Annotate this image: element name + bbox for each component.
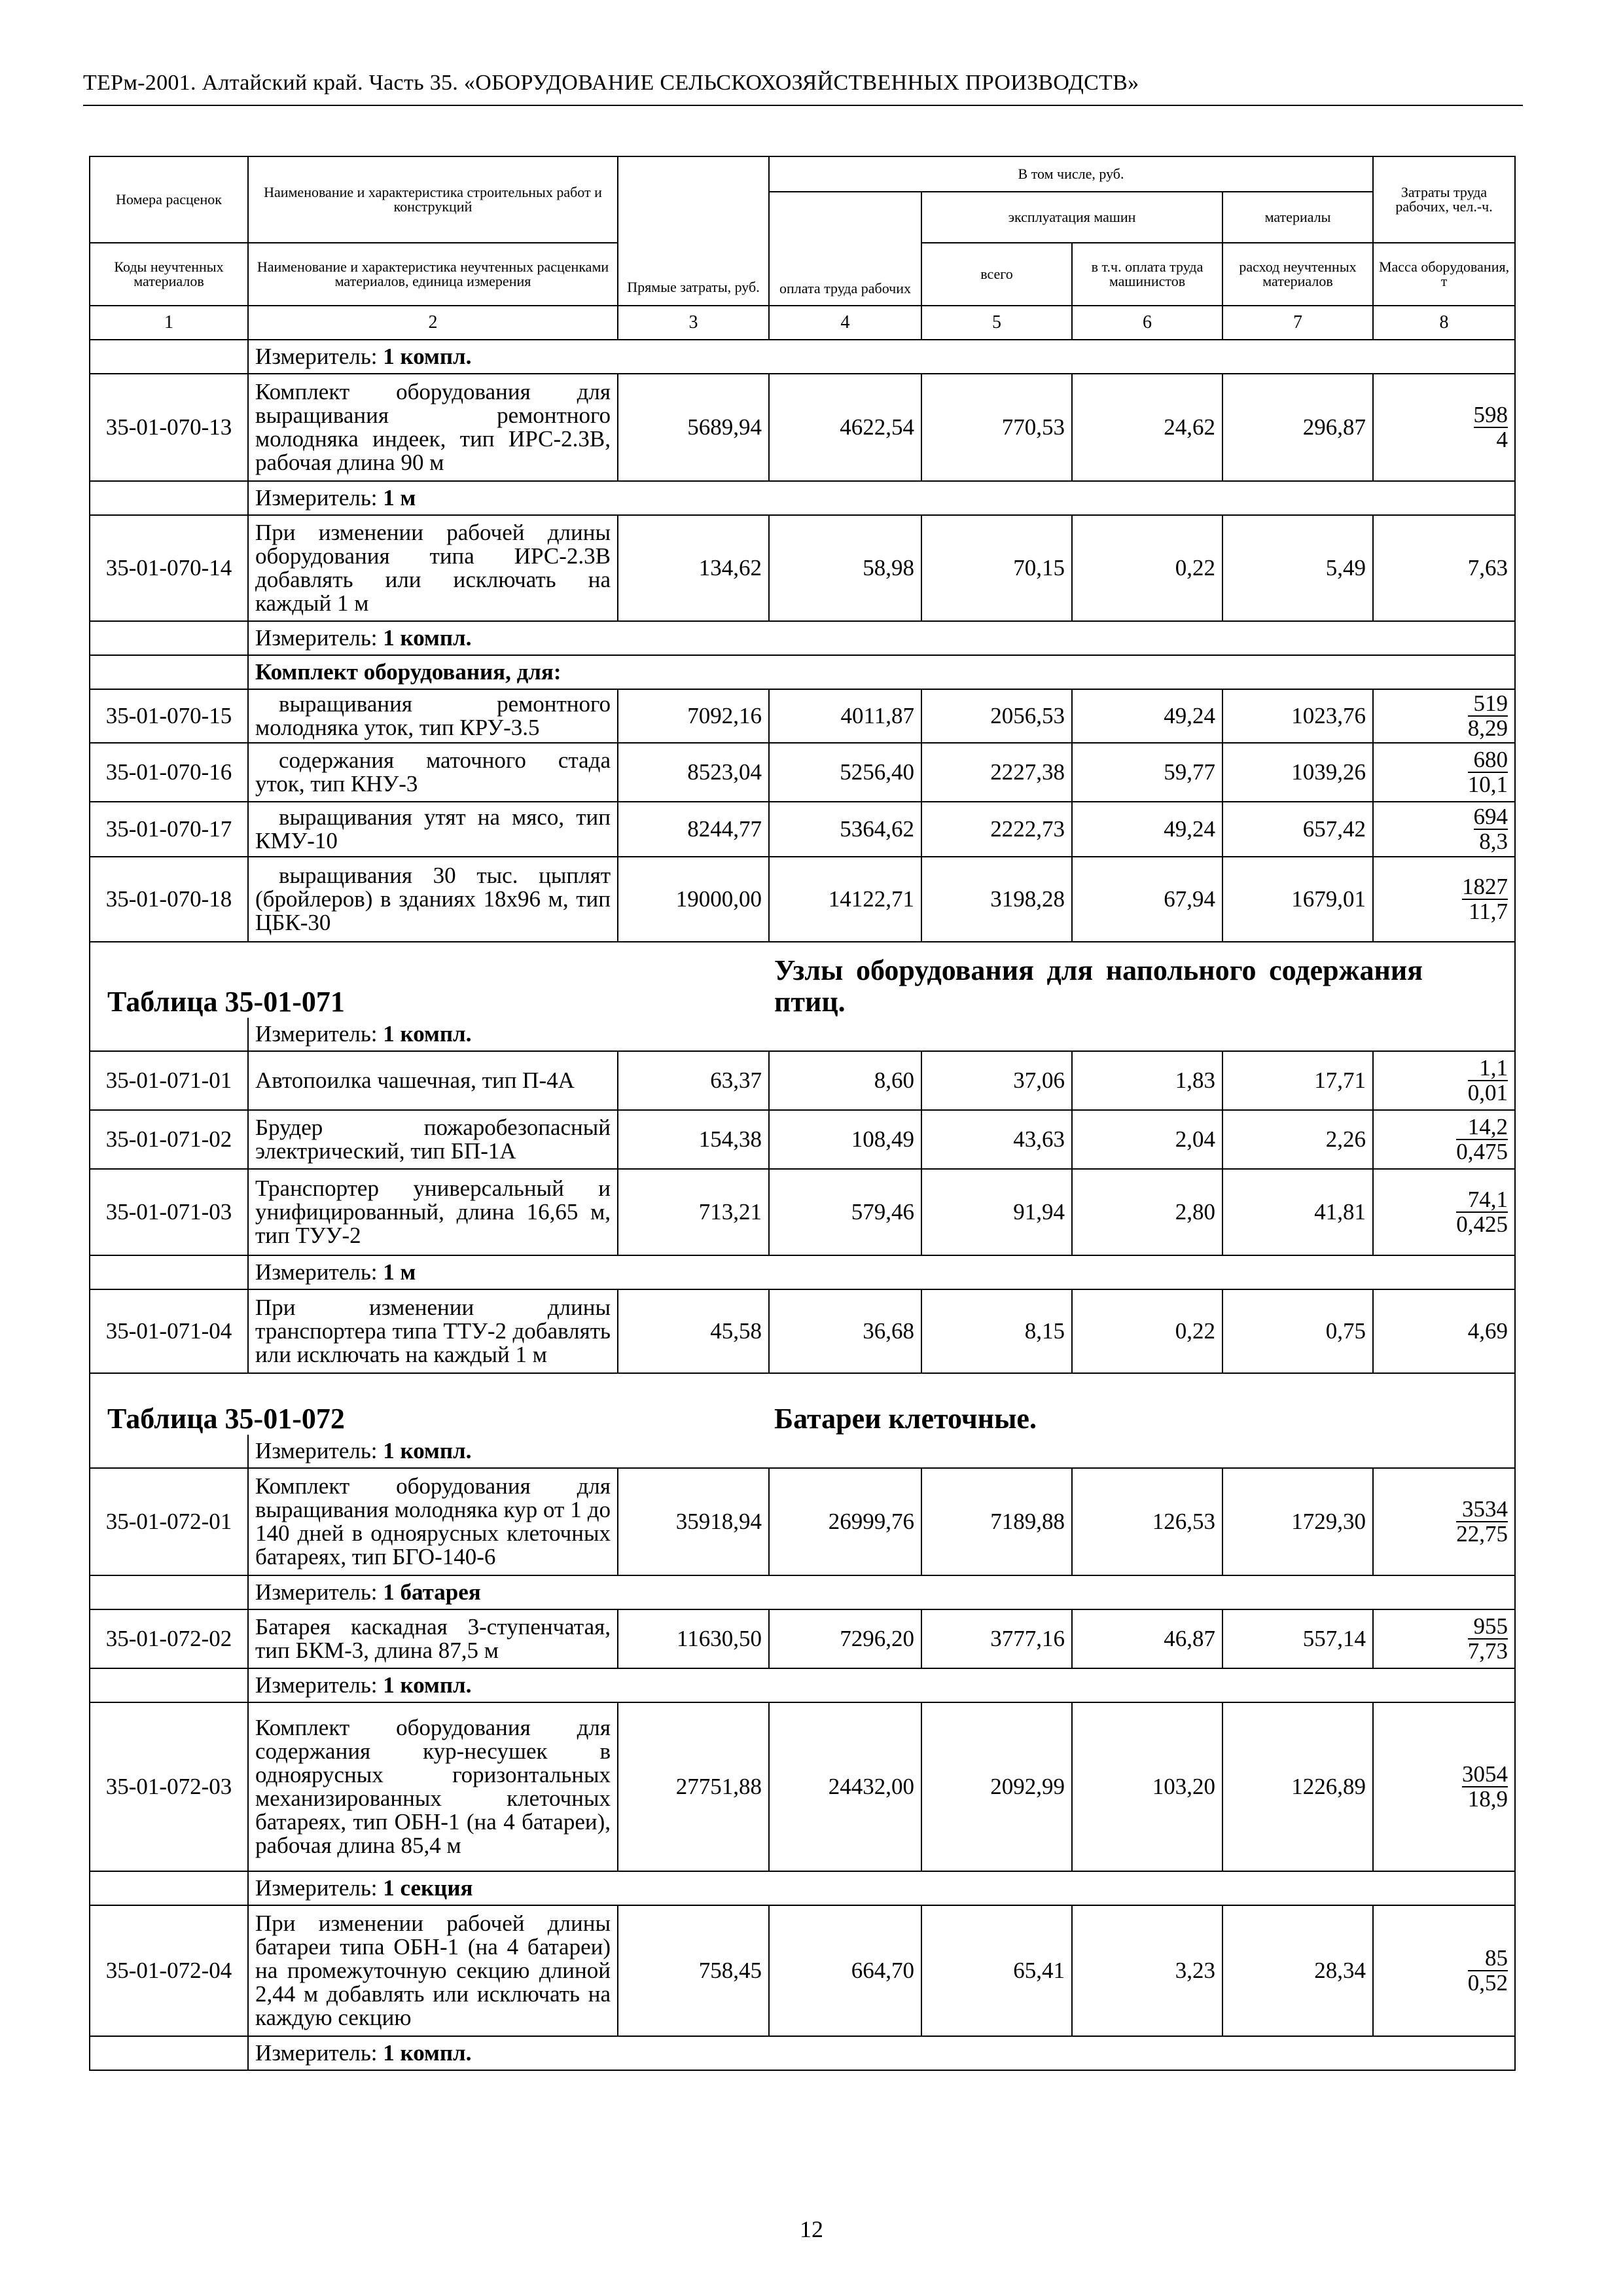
materials-cost: 17,71 bbox=[1222, 1051, 1373, 1110]
labor-mass-cell bbox=[1373, 1468, 1515, 1575]
column-number: 3 bbox=[618, 306, 769, 340]
header-direct-costs: Прямые затраты, руб. bbox=[618, 156, 769, 306]
table-row bbox=[90, 1702, 1515, 1871]
rate-code: 35-01-072-04 bbox=[90, 1905, 248, 2036]
column-number: 8 bbox=[1373, 306, 1515, 340]
measure-unit: 1 компл. bbox=[383, 1021, 472, 1047]
machine-ops-total: 3198,28 bbox=[921, 857, 1072, 942]
measure-unit: 1 компл. bbox=[383, 344, 472, 369]
direct-costs: 8244,77 bbox=[618, 802, 769, 857]
header-incl: В том числе, руб. bbox=[769, 156, 1373, 192]
measure-code-cell bbox=[90, 2036, 248, 2070]
table-row bbox=[90, 802, 1515, 857]
labor-mass-cell bbox=[1373, 1051, 1515, 1110]
rate-name: Брудер пожаробезопасный электрический, тип БП-1А bbox=[248, 1110, 618, 1169]
direct-costs: 11630,50 bbox=[618, 1609, 769, 1668]
header-unaccounted: расход неучтенных материалов bbox=[1222, 243, 1373, 306]
labor-mass-fraction bbox=[1468, 692, 1508, 740]
measure-prefix: Измеритель: bbox=[255, 1579, 378, 1605]
equipment-mass: 4 bbox=[1496, 427, 1508, 452]
machine-ops-total: 3777,16 bbox=[921, 1609, 1072, 1668]
column-number: 4 bbox=[769, 306, 921, 340]
table-title: Таблица 35-01-071 bbox=[107, 986, 345, 1018]
labor-mass-fraction bbox=[1468, 1615, 1508, 1663]
direct-costs: 27751,88 bbox=[618, 1702, 769, 1871]
materials-cost: 28,34 bbox=[1222, 1905, 1373, 2036]
machine-ops-total: 2227,38 bbox=[921, 743, 1072, 802]
measure-row bbox=[90, 1575, 1515, 1609]
operators-pay: 0,22 bbox=[1072, 1289, 1222, 1373]
table-caption: Узлы оборудования для напольного содержания птиц. bbox=[774, 954, 1423, 1018]
measure-unit: 1 компл. bbox=[383, 1672, 472, 1698]
direct-costs: 8523,04 bbox=[618, 743, 769, 802]
measure-row bbox=[90, 481, 1515, 515]
labor-hours: 598 bbox=[1473, 402, 1508, 427]
table-title-cell bbox=[90, 1373, 769, 1435]
table-row bbox=[90, 1609, 1515, 1668]
labor-pay: 26999,76 bbox=[769, 1468, 921, 1575]
labor-mass-cell bbox=[1373, 743, 1515, 802]
labor-mass-fraction bbox=[1456, 1115, 1508, 1164]
table-caption-cell bbox=[769, 1373, 1515, 1435]
machine-ops-total: 2092,99 bbox=[921, 1702, 1072, 1871]
labor-hours: 4,69 bbox=[1373, 1289, 1515, 1373]
machine-ops-total: 43,63 bbox=[921, 1110, 1072, 1169]
rate-code: 35-01-070-15 bbox=[90, 689, 248, 743]
rate-code: 35-01-070-17 bbox=[90, 802, 248, 857]
measure-prefix: Измеритель: bbox=[255, 344, 378, 369]
equipment-mass: 0,425 bbox=[1456, 1211, 1508, 1237]
table-title-row bbox=[90, 1373, 1515, 1435]
measure-prefix: Измеритель: bbox=[255, 1021, 378, 1047]
measure-prefix: Измеритель: bbox=[255, 625, 378, 651]
measure-prefix: Измеритель: bbox=[255, 2040, 378, 2066]
measure-unit: 1 компл. bbox=[383, 625, 472, 651]
table-row bbox=[90, 1051, 1515, 1110]
labor-hours: 1,1 bbox=[1468, 1056, 1508, 1081]
rate-name: При изменении длины транспортера типа ТТУ-2 добавлять или исключать на каждый 1 м bbox=[248, 1289, 618, 1373]
materials-cost: 557,14 bbox=[1222, 1609, 1373, 1668]
measure-row bbox=[90, 1668, 1515, 1702]
table-row bbox=[90, 1169, 1515, 1255]
labor-mass-fraction bbox=[1456, 1188, 1508, 1236]
labor-mass-fraction bbox=[1462, 1763, 1508, 1811]
rate-code: 35-01-072-02 bbox=[90, 1609, 248, 1668]
labor-pay: 8,60 bbox=[769, 1051, 921, 1110]
labor-mass-fraction bbox=[1456, 1498, 1508, 1546]
measure-unit: 1 м bbox=[383, 485, 416, 511]
operators-pay: 0,22 bbox=[1072, 515, 1222, 621]
equipment-mass: 10,1 bbox=[1467, 772, 1508, 797]
labor-pay: 7296,20 bbox=[769, 1609, 921, 1668]
header-col1-top: Номера расценок bbox=[90, 156, 248, 243]
equipment-mass: 0,52 bbox=[1467, 1970, 1508, 1996]
equipment-mass: 0,01 bbox=[1467, 1080, 1508, 1105]
operators-pay: 24,62 bbox=[1072, 374, 1222, 481]
labor-mass-cell bbox=[1373, 857, 1515, 942]
table-row bbox=[90, 1110, 1515, 1169]
column-number: 5 bbox=[921, 306, 1072, 340]
labor-hours: 694 bbox=[1473, 804, 1508, 829]
rate-code: 35-01-070-16 bbox=[90, 743, 248, 802]
rate-code: 35-01-070-18 bbox=[90, 857, 248, 942]
rate-name: содержания маточного стада уток, тип КНУ-3 bbox=[248, 743, 618, 802]
measure-code-cell bbox=[90, 1575, 248, 1609]
column-number: 1 bbox=[90, 306, 248, 340]
materials-cost: 1023,76 bbox=[1222, 689, 1373, 743]
page-number: 12 bbox=[800, 2216, 823, 2242]
operators-pay: 2,04 bbox=[1072, 1110, 1222, 1169]
labor-pay: 664,70 bbox=[769, 1905, 921, 2036]
rate-code: 35-01-071-03 bbox=[90, 1169, 248, 1255]
labor-mass-fraction bbox=[1468, 1056, 1508, 1105]
machine-ops-total: 770,53 bbox=[921, 374, 1072, 481]
rate-name: Комплект оборудования для выращивания ремонтного молодняка индеек, тип ИРС-2.3В, рабочая длина 90 м bbox=[248, 374, 618, 481]
direct-costs: 45,58 bbox=[618, 1289, 769, 1373]
measure-label bbox=[248, 481, 1515, 515]
operators-pay: 67,94 bbox=[1072, 857, 1222, 942]
measure-label bbox=[248, 1871, 1515, 1905]
direct-costs: 19000,00 bbox=[618, 857, 769, 942]
materials-cost: 1226,89 bbox=[1222, 1702, 1373, 1871]
rate-code: 35-01-072-01 bbox=[90, 1468, 248, 1575]
rate-code: 35-01-072-03 bbox=[90, 1702, 248, 1871]
table-row bbox=[90, 374, 1515, 481]
direct-costs: 7092,16 bbox=[618, 689, 769, 743]
table-title-cell bbox=[90, 942, 769, 1018]
measure-label bbox=[248, 621, 1515, 655]
measure-label bbox=[248, 1668, 1515, 1702]
header-incl-operators: в т.ч. оплата труда машинистов bbox=[1072, 243, 1222, 306]
machine-ops-total: 37,06 bbox=[921, 1051, 1072, 1110]
rate-name: Транспортер универсальный и унифицированный, длина 16,65 м, тип ТУУ-2 bbox=[248, 1169, 618, 1255]
measure-unit: 1 батарея bbox=[383, 1579, 481, 1605]
labor-mass-cell bbox=[1373, 1169, 1515, 1255]
rate-code: 35-01-071-01 bbox=[90, 1051, 248, 1110]
labor-pay: 5256,40 bbox=[769, 743, 921, 802]
equipment-mass: 22,75 bbox=[1456, 1521, 1508, 1547]
table-title-row bbox=[90, 942, 1515, 1018]
measure-row bbox=[90, 2036, 1515, 2070]
operators-pay: 3,23 bbox=[1072, 1905, 1222, 2036]
machine-ops-total: 2222,73 bbox=[921, 802, 1072, 857]
header-rule bbox=[83, 105, 1523, 106]
direct-costs: 134,62 bbox=[618, 515, 769, 621]
column-number: 2 bbox=[248, 306, 618, 340]
table-row bbox=[90, 743, 1515, 802]
labor-hours: 955 bbox=[1468, 1615, 1508, 1640]
header-machine-ops: эксплуатация машин bbox=[921, 192, 1222, 243]
labor-mass-cell bbox=[1373, 802, 1515, 857]
labor-pay: 5364,62 bbox=[769, 802, 921, 857]
direct-costs: 5689,94 bbox=[618, 374, 769, 481]
measure-row bbox=[90, 621, 1515, 655]
measure-label bbox=[248, 1255, 1515, 1289]
measure-row bbox=[90, 1435, 1515, 1468]
measure-unit: 1 компл. bbox=[383, 1438, 472, 1463]
table-caption: Батареи клеточные. bbox=[774, 1403, 1037, 1435]
machine-ops-total: 2056,53 bbox=[921, 689, 1072, 743]
measure-row bbox=[90, 1255, 1515, 1289]
measure-code-cell bbox=[90, 1018, 248, 1051]
measure-prefix: Измеритель: bbox=[255, 1672, 378, 1698]
header-total: всего bbox=[921, 243, 1072, 306]
direct-costs: 713,21 bbox=[618, 1169, 769, 1255]
materials-cost: 41,81 bbox=[1222, 1169, 1373, 1255]
measure-unit: 1 компл. bbox=[383, 2040, 472, 2066]
rate-name: При изменении рабочей длины оборудования типа ИРС-2.3В добавлять или исключать на каждый 1 м bbox=[248, 515, 618, 621]
rate-name: выращивания ремонтного молодняка уток, тип КРУ-3.5 bbox=[248, 689, 618, 743]
measure-code-cell bbox=[90, 1255, 248, 1289]
labor-mass-cell bbox=[1373, 1609, 1515, 1668]
section-heading-row bbox=[90, 655, 1515, 689]
labor-hours: 519 bbox=[1468, 692, 1508, 717]
equipment-mass: 11,7 bbox=[1469, 899, 1508, 924]
equipment-mass: 8,3 bbox=[1479, 829, 1508, 854]
machine-ops-total: 91,94 bbox=[921, 1169, 1072, 1255]
operators-pay: 1,83 bbox=[1072, 1051, 1222, 1110]
header-equipment-mass: Масса оборудования, т bbox=[1373, 243, 1515, 306]
header-labor-pay: оплата труда рабочих bbox=[769, 192, 921, 306]
machine-ops-total: 8,15 bbox=[921, 1289, 1072, 1373]
rate-name: Комплект оборудования для содержания кур-несушек в одноярусных горизонтальных механизированных клеточных батареях, тип ОБН-1 (на 4 батареи), рабочая длина 85,4 м bbox=[248, 1702, 618, 1871]
measure-prefix: Измеритель: bbox=[255, 485, 378, 511]
materials-cost: 0,75 bbox=[1222, 1289, 1373, 1373]
operators-pay: 2,80 bbox=[1072, 1169, 1222, 1255]
materials-cost: 657,42 bbox=[1222, 802, 1373, 857]
machine-ops-total: 65,41 bbox=[921, 1905, 1072, 2036]
rate-name: Батарея каскадная 3-ступенчатая, тип БКМ-3, длина 87,5 м bbox=[248, 1609, 618, 1668]
materials-cost: 2,26 bbox=[1222, 1110, 1373, 1169]
labor-pay: 36,68 bbox=[769, 1289, 921, 1373]
measure-prefix: Измеритель: bbox=[255, 1259, 378, 1285]
measure-label bbox=[248, 1575, 1515, 1609]
measure-label bbox=[248, 1435, 1515, 1468]
measure-prefix: Измеритель: bbox=[255, 1875, 378, 1901]
header-col2-top: Наименование и характеристика строительных работ и конструкций bbox=[248, 156, 618, 243]
labor-hours: 3534 bbox=[1456, 1498, 1508, 1522]
labor-mass-cell bbox=[1373, 1702, 1515, 1871]
materials-cost: 1729,30 bbox=[1222, 1468, 1373, 1575]
operators-pay: 103,20 bbox=[1072, 1702, 1222, 1871]
measure-code-cell bbox=[90, 1668, 248, 1702]
measure-row bbox=[90, 1871, 1515, 1905]
table-row bbox=[90, 515, 1515, 621]
section-label: Комплект оборудования, для: bbox=[248, 655, 1515, 689]
direct-costs: 758,45 bbox=[618, 1905, 769, 2036]
labor-hours: 74,1 bbox=[1456, 1188, 1508, 1213]
rate-name: выращивания утят на мясо, тип КМУ-10 bbox=[248, 802, 618, 857]
direct-costs: 63,37 bbox=[618, 1051, 769, 1110]
measure-prefix: Измеритель: bbox=[255, 1438, 378, 1463]
table-title: Таблица 35-01-072 bbox=[107, 1403, 345, 1435]
labor-hours: 680 bbox=[1468, 748, 1508, 773]
labor-pay: 579,46 bbox=[769, 1169, 921, 1255]
equipment-mass: 18,9 bbox=[1467, 1786, 1508, 1812]
operators-pay: 46,87 bbox=[1072, 1609, 1222, 1668]
table-row bbox=[90, 1289, 1515, 1373]
column-numbers-row bbox=[90, 306, 1515, 340]
materials-cost: 5,49 bbox=[1222, 515, 1373, 621]
measure-label bbox=[248, 2036, 1515, 2070]
labor-mass-fraction bbox=[1474, 403, 1508, 452]
operators-pay: 49,24 bbox=[1072, 689, 1222, 743]
direct-costs: 35918,94 bbox=[618, 1468, 769, 1575]
materials-cost: 1679,01 bbox=[1222, 857, 1373, 942]
labor-pay: 14122,71 bbox=[769, 857, 921, 942]
labor-hours: 1827 bbox=[1462, 874, 1508, 899]
table-row bbox=[90, 1468, 1515, 1575]
labor-mass-fraction bbox=[1468, 748, 1508, 797]
direct-costs: 154,38 bbox=[618, 1110, 769, 1169]
labor-pay: 58,98 bbox=[769, 515, 921, 621]
labor-mass-cell bbox=[1373, 689, 1515, 743]
labor-hours: 3054 bbox=[1462, 1761, 1508, 1787]
measure-code-cell bbox=[90, 621, 248, 655]
equipment-mass: 7,73 bbox=[1467, 1638, 1508, 1664]
header-col1-bottom: Коды неучтенных материалов bbox=[90, 243, 248, 306]
labor-hours: 14,2 bbox=[1456, 1115, 1508, 1140]
header-col2-bottom: Наименование и характеристика неучтенных расценками материалов, единица измерения bbox=[248, 243, 618, 306]
labor-mass-cell bbox=[1373, 1905, 1515, 2036]
operators-pay: 59,77 bbox=[1072, 743, 1222, 802]
labor-mass-fraction bbox=[1474, 805, 1508, 853]
materials-cost: 296,87 bbox=[1222, 374, 1373, 481]
table-row bbox=[90, 689, 1515, 743]
labor-mass-fraction bbox=[1468, 1946, 1508, 1995]
measure-label bbox=[248, 340, 1515, 374]
operators-pay: 126,53 bbox=[1072, 1468, 1222, 1575]
measure-code-cell bbox=[90, 340, 248, 374]
measure-row bbox=[90, 1018, 1515, 1051]
rates-table bbox=[89, 156, 1516, 2071]
labor-pay: 4622,54 bbox=[769, 374, 921, 481]
measure-row bbox=[90, 340, 1515, 374]
rate-code: 35-01-071-04 bbox=[90, 1289, 248, 1373]
equipment-mass: 0,475 bbox=[1456, 1139, 1508, 1164]
table-row bbox=[90, 1905, 1515, 2036]
materials-cost: 1039,26 bbox=[1222, 743, 1373, 802]
header-labor-cost: Затраты труда рабочих, чел.-ч. bbox=[1373, 156, 1515, 243]
measure-unit: 1 секция bbox=[383, 1875, 473, 1901]
labor-mass-cell bbox=[1373, 1110, 1515, 1169]
machine-ops-total: 70,15 bbox=[921, 515, 1072, 621]
rate-name: Автопоилка чашечная, тип П-4А bbox=[248, 1051, 618, 1110]
running-head: ТЕРм-2001. Алтайский край. Часть 35. «ОБОРУДОВАНИЕ СЕЛЬСКОХОЗЯЙСТВЕННЫХ ПРОИЗВОДСТВ» bbox=[83, 71, 1139, 95]
operators-pay: 49,24 bbox=[1072, 802, 1222, 857]
labor-hours: 7,63 bbox=[1373, 515, 1515, 621]
rate-name: выращивания 30 тыс. цыплят (бройлеров) в зданиях 18х96 м, тип ЦБК-30 bbox=[248, 857, 618, 942]
labor-pay: 108,49 bbox=[769, 1110, 921, 1169]
labor-pay: 24432,00 bbox=[769, 1702, 921, 1871]
empty-code-cell bbox=[90, 655, 248, 689]
rate-name: При изменении рабочей длины батареи типа ОБН-1 (на 4 батареи) на промежуточную секцию длиной 2,44 м добавлять или исключать на каждую секцию bbox=[248, 1905, 618, 2036]
measure-code-cell bbox=[90, 1435, 248, 1468]
rate-name: Комплект оборудования для выращивания молодняка кур от 1 до 140 дней в одноярусных клеточных батареях, тип БГО-140-6 bbox=[248, 1468, 618, 1575]
labor-mass-fraction bbox=[1462, 875, 1508, 924]
measure-unit: 1 м bbox=[383, 1259, 416, 1285]
table-row bbox=[90, 857, 1515, 942]
table-caption-cell bbox=[769, 942, 1515, 1018]
labor-hours: 85 bbox=[1468, 1946, 1508, 1971]
equipment-mass: 8,29 bbox=[1467, 715, 1508, 741]
rate-code: 35-01-070-14 bbox=[90, 515, 248, 621]
measure-code-cell bbox=[90, 481, 248, 515]
labor-pay: 4011,87 bbox=[769, 689, 921, 743]
machine-ops-total: 7189,88 bbox=[921, 1468, 1072, 1575]
measure-code-cell bbox=[90, 1871, 248, 1905]
column-number: 6 bbox=[1072, 306, 1222, 340]
rate-code: 35-01-070-13 bbox=[90, 374, 248, 481]
labor-mass-cell bbox=[1373, 374, 1515, 481]
header-materials: материалы bbox=[1222, 192, 1373, 243]
rate-code: 35-01-071-02 bbox=[90, 1110, 248, 1169]
measure-label bbox=[248, 1018, 1515, 1051]
column-number: 7 bbox=[1222, 306, 1373, 340]
